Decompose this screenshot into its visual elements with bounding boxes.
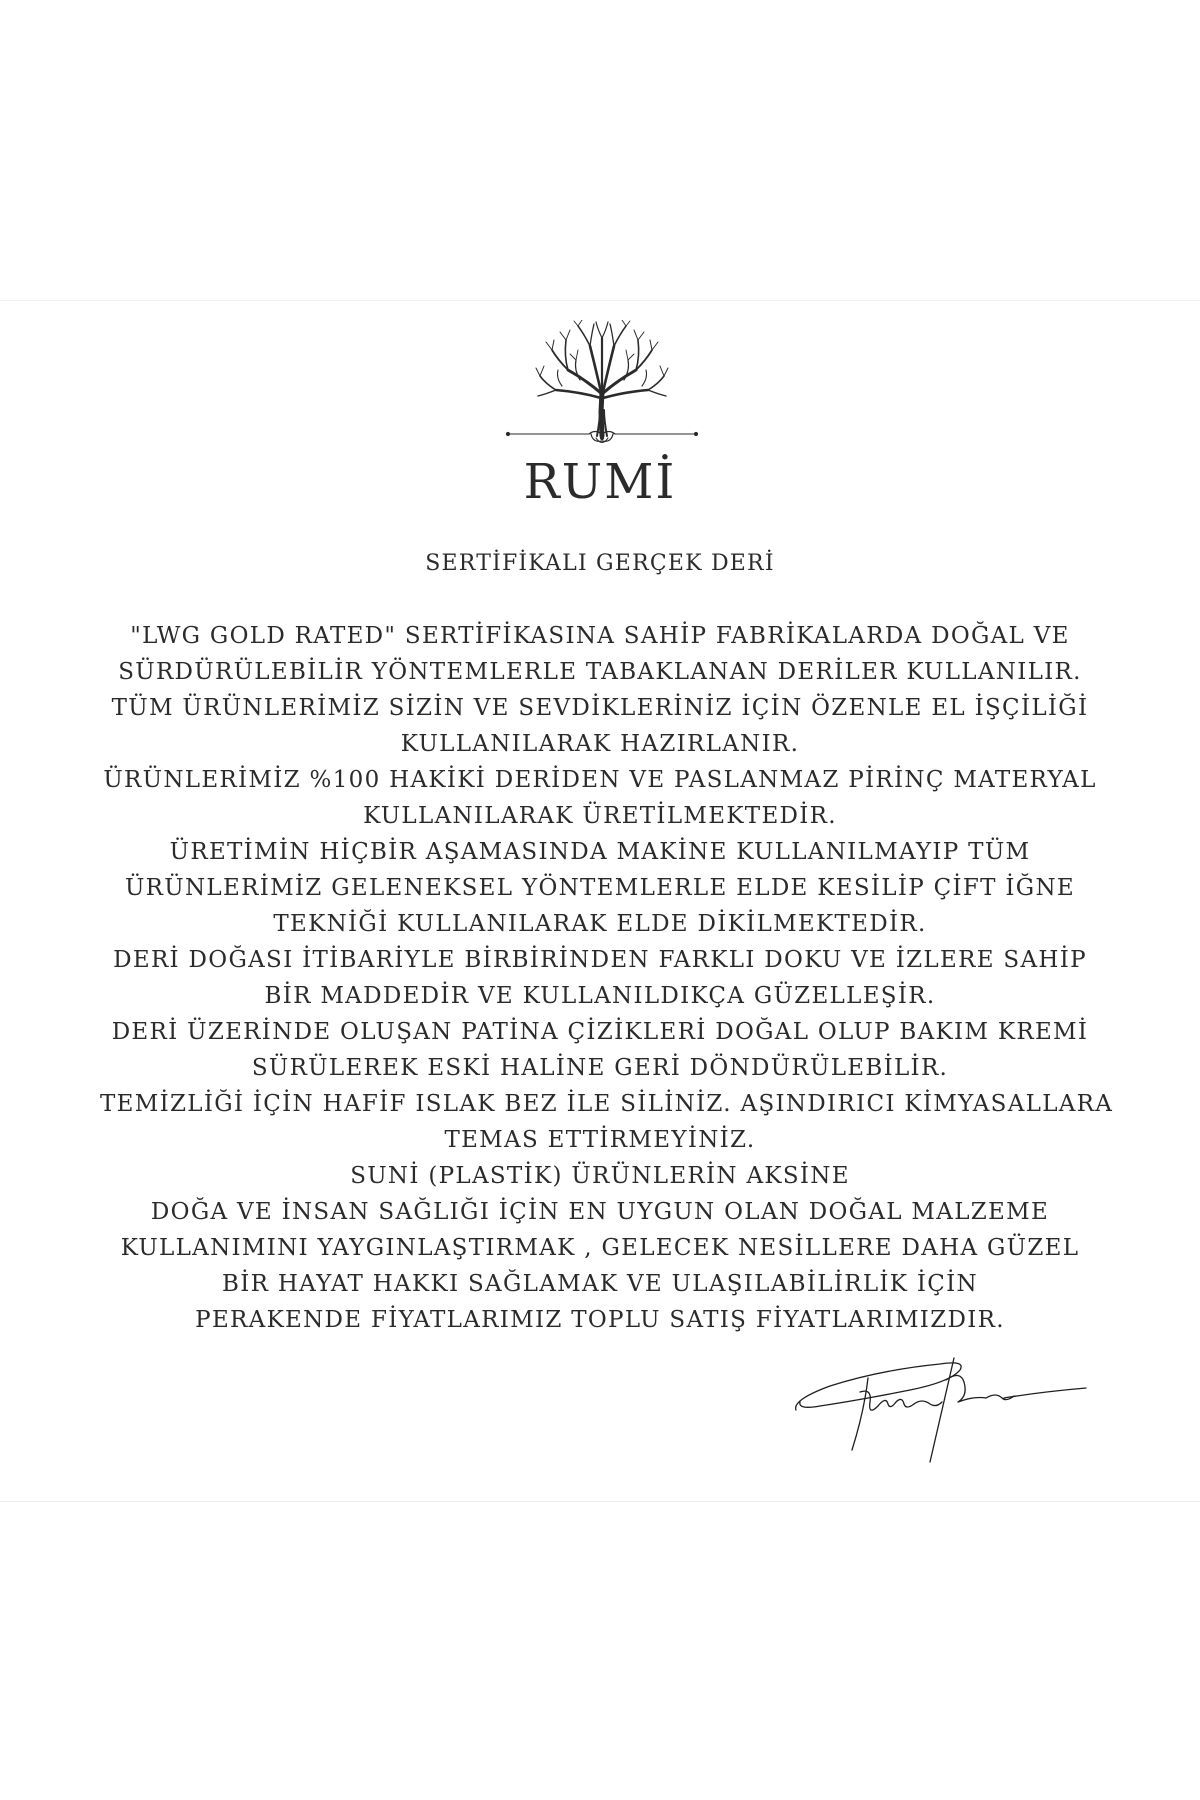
tree-icon <box>534 320 670 438</box>
body-line: TÜM ÜRÜNLERİMİZ SİZİN VE SEVDİKLERİNİZ İÇİN ÖZENLE EL İŞÇİLİĞİ <box>111 695 1089 721</box>
body-line: ÜRÜNLERİMİZ GELENEKSEL YÖNTEMLERLE ELDE KESİLİP ÇİFT İĞNE <box>125 875 1075 901</box>
body-line: SUNİ (PLASTİK) ÜRÜNLERİN AKSİNE <box>350 1163 850 1189</box>
body-line: TEMAS ETTİRMEYİNİZ. <box>444 1127 756 1153</box>
body-line: "LWG GOLD RATED" SERTİFİKASINA SAHİP FABRİKALARDA DOĞAL VE <box>130 623 1070 649</box>
body-line: KULLANILARAK ÜRETİLMEKTEDİR. <box>363 803 837 829</box>
document-heading: SERTİFİKALI GERÇEK DERİ <box>425 551 775 576</box>
signature-icon <box>790 1352 1090 1472</box>
body-line: DOĞA VE İNSAN SAĞLIĞI İÇİN EN UYGUN OLAN DOĞAL MALZEME <box>150 1199 1050 1225</box>
body-line: KULLANILARAK HAZIRLANIR. <box>400 731 800 757</box>
body-line: ÜRÜNLERİMİZ %100 HAKİKİ DERİDEN VE PASLANMAZ PİRİNÇ MATERYAL <box>103 767 1097 793</box>
document-body <box>100 618 1114 1338</box>
brand-name: RUMİ <box>523 454 677 510</box>
body-line: SÜRÜLEREK ESKİ HALİNE GERİ DÖNDÜRÜLEBİLİR. <box>251 1055 949 1081</box>
body-line: BİR HAYAT HAKKI SAĞLAMAK VE ULAŞILABİLİRLİK İÇİN <box>222 1271 978 1297</box>
ornamental-divider-icon <box>505 425 699 449</box>
body-line: ÜRETİMİN HİÇBİR AŞAMASINDA MAKİNE KULLANILMAYIP TÜM <box>169 839 1031 865</box>
body-line: TEKNİĞİ KULLANILARAK ELDE DİKİLMEKTEDİR. <box>273 911 927 937</box>
body-line: KULLANIMINI YAYGINLAŞTIRMAK , GELECEK NESİLLERE DAHA GÜZEL <box>120 1235 1080 1261</box>
body-line: BİR MADDEDİR VE KULLANILDIKÇA GÜZELLEŞİR. <box>264 983 936 1009</box>
body-line: PERAKENDE FİYATLARIMIZ TOPLU SATIŞ FİYATLARIMIZDIR. <box>195 1307 1005 1333</box>
body-line: DERİ DOĞASI İTİBARİYLE BİRBİRİNDEN FARKLI DOKU VE İZLERE SAHİP <box>113 947 1087 973</box>
body-line: TEMİZLİĞİ İÇİN HAFİF ISLAK BEZ İLE SİLİNİZ. AŞINDIRICI KİMYASALLARA <box>100 1091 1114 1117</box>
body-line: DERİ ÜZERİNDE OLUŞAN PATİNA ÇİZİKLERİ DOĞAL OLUP BAKIM KREMİ <box>111 1019 1089 1045</box>
body-line: SÜRDÜRÜLEBİLİR YÖNTEMLERLE TABAKLANAN DERİLER KULLANILIR. <box>118 659 1082 685</box>
